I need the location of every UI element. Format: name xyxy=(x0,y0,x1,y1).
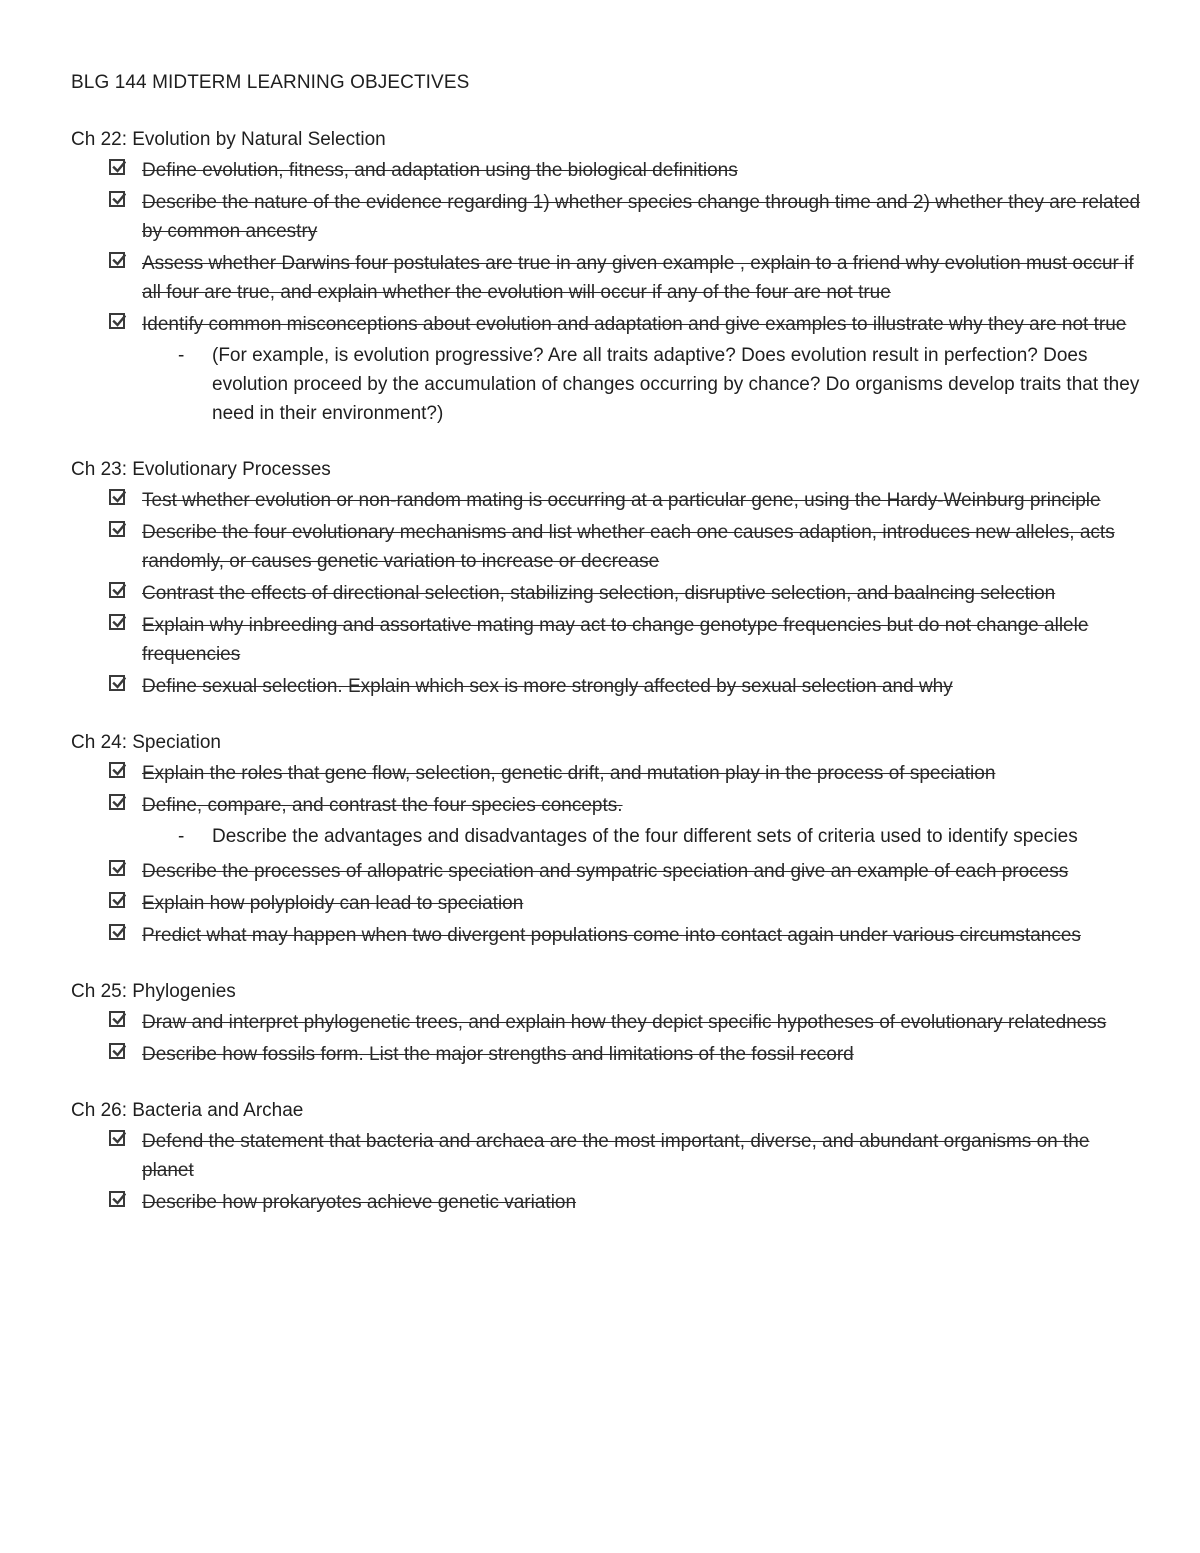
checkbox-checked-icon[interactable] xyxy=(109,521,125,537)
section-heading: Ch 24: Speciation xyxy=(71,732,221,753)
objective-text: Define, compare, and contrast the four species concepts. xyxy=(142,795,623,816)
sub-objective-list xyxy=(142,341,1141,428)
objective-item xyxy=(71,518,1141,576)
objective-item xyxy=(71,310,1141,428)
objective-item xyxy=(71,889,1141,918)
objective-text: Describe the nature of the evidence regarding 1) whether species change through time and 2) whether they are related by common ancestry xyxy=(142,192,1141,242)
sub-objective-list xyxy=(142,822,1141,851)
objective-list xyxy=(71,1008,1141,1069)
checkbox-checked-icon[interactable] xyxy=(109,1043,125,1059)
checkbox-checked-icon[interactable] xyxy=(109,1191,125,1207)
section-heading: Ch 23: Evolutionary Processes xyxy=(71,459,331,480)
objective-item xyxy=(71,486,1141,515)
checkbox-checked-icon[interactable] xyxy=(109,252,125,268)
objective-list xyxy=(71,156,1141,428)
objective-item xyxy=(71,672,1141,701)
objective-item xyxy=(71,1040,1141,1069)
section xyxy=(71,127,1141,428)
section xyxy=(71,730,1141,950)
checkbox-checked-icon[interactable] xyxy=(109,794,125,810)
objective-list xyxy=(71,486,1141,701)
checkbox-checked-icon[interactable] xyxy=(109,582,125,598)
checkbox-checked-icon[interactable] xyxy=(109,489,125,505)
objective-item xyxy=(71,156,1141,185)
checkbox-checked-icon[interactable] xyxy=(109,191,125,207)
sections-container xyxy=(71,127,1141,1217)
section xyxy=(71,979,1141,1069)
section xyxy=(71,1098,1141,1217)
section xyxy=(71,457,1141,701)
objective-item xyxy=(71,249,1141,307)
objective-text: Describe how fossils form. List the major strengths and limitations of the fossil record xyxy=(142,1044,854,1065)
objective-item xyxy=(71,579,1141,608)
document-page xyxy=(71,70,1141,1246)
objective-item xyxy=(71,1188,1141,1217)
dash-bullet: - xyxy=(178,345,185,366)
objective-text: Predict what may happen when two divergent populations come into contact again under various circumstances xyxy=(142,925,1081,946)
objective-item xyxy=(71,857,1141,886)
objective-item xyxy=(71,188,1141,246)
checkbox-checked-icon[interactable] xyxy=(109,892,125,908)
section-heading: Ch 22: Evolution by Natural Selection xyxy=(71,129,386,150)
objective-list xyxy=(71,759,1141,950)
objective-text: Define sexual selection. Explain which sex is more strongly affected by sexual selection and why xyxy=(142,676,953,697)
objective-text: Defend the statement that bacteria and archaea are the most important, diverse, and abundant organisms on the planet xyxy=(142,1131,1090,1181)
sub-objective-item xyxy=(142,341,1141,428)
objective-text: Explain the roles that gene flow, selection, genetic drift, and mutation play in the process of speciation xyxy=(142,763,996,784)
checkbox-checked-icon[interactable] xyxy=(109,614,125,630)
objective-text: Describe how prokaryotes achieve genetic variation xyxy=(142,1192,577,1213)
checkbox-checked-icon[interactable] xyxy=(109,675,125,691)
objective-text: Describe the processes of allopatric speciation and sympatric speciation and give an example of each process xyxy=(142,861,1069,882)
objective-text: Describe the four evolutionary mechanisms and list whether each one causes adaption, introduces new alleles, acts randomly, or causes genetic variation to increase or decrease xyxy=(142,522,1115,572)
checkbox-checked-icon[interactable] xyxy=(109,762,125,778)
sub-objective-text: (For example, is evolution progressive? Are all traits adaptive? Does evolution result in perfection? Does evolution proceed by the accumulation of changes occurring by chance? Do organisms develop traits that they need in their environment?) xyxy=(212,345,1140,424)
objective-list xyxy=(71,1127,1141,1217)
objective-text: Draw and interpret phylogenetic trees, and explain how they depict specific hypotheses of evolutionary relatedness xyxy=(142,1012,1107,1033)
dash-bullet: - xyxy=(178,826,185,847)
objective-text: Explain why inbreeding and assortative mating may act to change genotype frequencies but do not change allele frequencies xyxy=(142,615,1089,665)
sub-objective-item xyxy=(142,822,1141,851)
section-heading: Ch 25: Phylogenies xyxy=(71,981,236,1002)
checkbox-checked-icon[interactable] xyxy=(109,313,125,329)
objective-text: Explain how polyploidy can lead to speciation xyxy=(142,893,524,914)
checkbox-checked-icon[interactable] xyxy=(109,159,125,175)
objective-item xyxy=(71,921,1141,950)
checkbox-checked-icon[interactable] xyxy=(109,1130,125,1146)
checkbox-checked-icon[interactable] xyxy=(109,1011,125,1027)
objective-item xyxy=(71,1127,1141,1185)
objective-item xyxy=(71,759,1141,788)
checkbox-checked-icon[interactable] xyxy=(109,860,125,876)
objective-text: Assess whether Darwins four postulates are true in any given example , explain to a friend why evolution must occur if all four are true, and explain whether the evolution will occur if any of the four are not true xyxy=(142,253,1134,303)
objective-item xyxy=(71,791,1141,851)
sub-objective-text: Describe the advantages and disadvantages of the four different sets of criteria used to identify species xyxy=(212,826,1078,847)
document-title: BLG 144 MIDTERM LEARNING OBJECTIVES xyxy=(71,72,470,93)
checkbox-checked-icon[interactable] xyxy=(109,924,125,940)
objective-item xyxy=(71,1008,1141,1037)
objective-item xyxy=(71,611,1141,669)
objective-text: Test whether evolution or non-random mating is occurring at a particular gene, using the Hardy-Weinburg principle xyxy=(142,490,1101,511)
objective-text: Contrast the effects of directional selection, stabilizing selection, disruptive selection, and baalncing selection xyxy=(142,583,1056,604)
objective-text: Define evolution, fitness, and adaptation using the biological definitions xyxy=(142,160,738,181)
objective-text: Identify common misconceptions about evolution and adaptation and give examples to illustrate why they are not true xyxy=(142,314,1127,335)
section-heading: Ch 26: Bacteria and Archae xyxy=(71,1100,304,1121)
